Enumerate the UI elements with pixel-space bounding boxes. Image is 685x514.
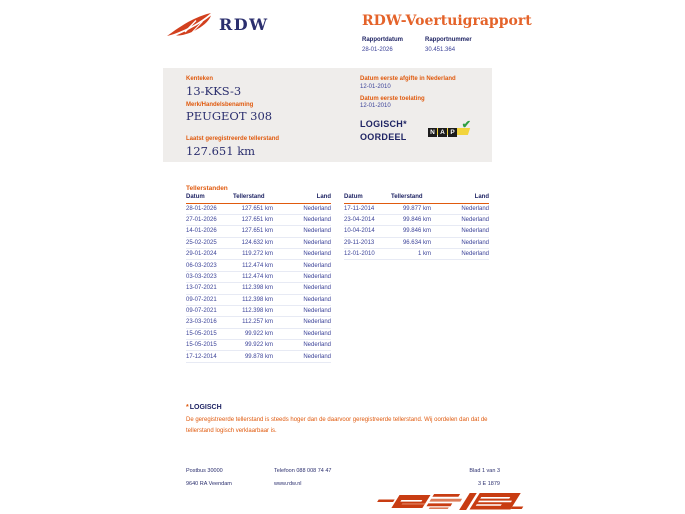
row-tellerstand: 127.651 km: [241, 205, 273, 212]
table-row: [186, 249, 331, 260]
laatste-tellerstand-label: Laatst geregistreerde tellerstand: [186, 136, 280, 142]
table-header-row: [344, 194, 489, 204]
table-row: [186, 351, 331, 362]
table-row: [186, 204, 331, 215]
row-datum: 17-11-2014: [344, 205, 375, 212]
row-datum: 03-03-2023: [186, 273, 217, 280]
row-datum: 17-12-2014: [186, 353, 217, 360]
row-tellerstand: 112.474 km: [242, 262, 273, 269]
row-land: Nederland: [303, 273, 331, 280]
footnote-text: De geregistreerde tellerstand is steeds hoger dan de daarvoor geregistreerde tellerstand. Wij oordelen dan dat de tellerstand logisch verklaarbaar is.: [186, 417, 488, 434]
row-land: Nederland: [461, 239, 489, 246]
kenteken-label: Kenteken: [186, 76, 214, 82]
table-body-right: [344, 204, 489, 261]
afgifte-value: 12-01-2010: [360, 83, 391, 90]
table-row: [186, 215, 331, 226]
row-land: Nederland: [303, 205, 331, 212]
nap-logo: [428, 121, 472, 138]
vehicle-info-left: [186, 76, 336, 162]
column-header-datum: Datum: [344, 194, 363, 200]
table-row: [186, 317, 331, 328]
row-land: Nederland: [303, 319, 331, 326]
row-tellerstand: 99.846 km: [402, 228, 431, 235]
row-land: Nederland: [303, 308, 331, 315]
row-datum: 27-01-2026: [186, 217, 217, 224]
row-land: Nederland: [303, 330, 331, 337]
row-tellerstand: 124.632 km: [241, 239, 273, 246]
row-land: Nederland: [303, 342, 331, 349]
footnote-asterisk: *: [186, 404, 189, 411]
footer-form-code: 3 E 1879: [477, 480, 500, 487]
rdw-logo-wordmark: RDW: [219, 15, 269, 34]
report-number-block: [425, 37, 488, 53]
nap-letter-n: N: [428, 128, 437, 137]
tellerstanden-table-right: [344, 194, 489, 363]
column-header-tellerstand: Tellerstand: [233, 194, 265, 200]
row-tellerstand: 99.846 km: [402, 217, 431, 224]
row-tellerstand: 127.651 km: [241, 217, 273, 224]
row-tellerstand: 112.398 km: [242, 285, 273, 292]
row-tellerstand: 112.474 km: [242, 273, 273, 280]
column-header-tellerstand: Tellerstand: [391, 194, 423, 200]
row-datum: 23-04-2014: [344, 217, 375, 224]
row-tellerstand: 112.257 km: [242, 319, 273, 326]
row-tellerstand: 99.878 km: [244, 353, 273, 360]
row-land: Nederland: [303, 285, 331, 292]
footer-page-number: Blad 1 van 3: [469, 468, 500, 474]
report-date-label: Rapportdatum: [362, 37, 403, 43]
laatste-tellerstand-value: 127.651 km: [186, 143, 256, 158]
row-land: Nederland: [303, 251, 331, 258]
row-tellerstand: 96.634 km: [402, 239, 431, 246]
table-row: [344, 238, 489, 249]
oordeel-line2: OORDEEL: [360, 132, 407, 142]
tellerstanden-table-left: [186, 194, 331, 363]
report-date-value: 28-01-2026: [362, 46, 393, 53]
row-datum: 09-07-2021: [186, 308, 217, 315]
rdw-eagle-icon: [166, 11, 212, 38]
row-datum: 13-07-2021: [186, 285, 217, 292]
tellerstanden-heading: Tellerstanden: [186, 185, 228, 192]
row-datum: 15-05-2015: [186, 342, 217, 349]
afgifte-label: Datum eerste afgifte in Nederland: [360, 76, 456, 82]
row-land: Nederland: [303, 353, 331, 360]
page-footer: [186, 468, 500, 493]
row-land: Nederland: [303, 228, 331, 235]
checkmark-icon: ✔: [461, 119, 471, 131]
oordeel-line1: LOGISCH*: [360, 119, 407, 129]
table-row: [344, 226, 489, 237]
footer-phone: Telefoon 088 008 74 47: [274, 468, 332, 474]
row-land: Nederland: [303, 262, 331, 269]
column-header-land: Land: [474, 194, 489, 200]
row-datum: 10-04-2014: [344, 228, 375, 235]
row-land: Nederland: [303, 239, 331, 246]
report-number-value: 30.451.364: [425, 46, 456, 53]
table-row: [186, 306, 331, 317]
table-row: [186, 238, 331, 249]
row-datum: 29-01-2024: [186, 251, 217, 258]
row-datum: 12-01-2010: [344, 251, 375, 258]
nap-letter-a: A: [438, 128, 447, 137]
page-title: RDW-Voertuigrapport: [362, 13, 532, 29]
toelating-value: 12-01-2010: [360, 103, 391, 109]
merk-label: Merk/Handelsbenaming: [186, 101, 254, 108]
nap-letter-p: P: [448, 128, 457, 137]
report-meta: [362, 37, 488, 53]
table-row: [344, 215, 489, 226]
footer-page-info: [430, 468, 500, 493]
table-row: [186, 260, 331, 271]
kenteken-value: 13-KKS-3: [186, 83, 242, 98]
row-tellerstand: 99.922 km: [244, 330, 273, 337]
table-row: [186, 295, 331, 306]
column-header-datum: Datum: [186, 194, 205, 200]
row-tellerstand: 127.651 km: [241, 228, 273, 235]
column-header-land: Land: [316, 194, 331, 200]
row-datum: 15-05-2015: [186, 330, 217, 337]
footer-address-line2: 9640 RA Veendam: [186, 480, 232, 487]
row-land: Nederland: [461, 251, 489, 258]
row-tellerstand: 112.398 km: [242, 308, 273, 315]
row-tellerstand: 119.272 km: [242, 251, 273, 258]
table-row: [186, 340, 331, 351]
report-date-block: [362, 37, 425, 53]
toelating-label: Datum eerste toelating: [360, 95, 425, 102]
vehicle-info-box: [163, 68, 492, 162]
rdw-logo: [166, 11, 269, 38]
table-body-left: [186, 204, 331, 363]
row-land: Nederland: [461, 205, 489, 212]
report-number-label: Rapportnummer: [425, 37, 472, 43]
row-land: Nederland: [303, 217, 331, 224]
row-tellerstand: 1 km: [417, 251, 431, 258]
row-tellerstand: 112.398 km: [242, 296, 273, 303]
table-row: [186, 272, 331, 283]
row-datum: 06-03-2023: [186, 262, 217, 269]
row-datum: 25-02-2025: [186, 239, 217, 246]
table-row: [186, 283, 331, 294]
row-datum: 28-01-2026: [186, 205, 217, 212]
tellerstanden-tables: [186, 194, 489, 363]
footer-address: [186, 468, 274, 493]
row-datum: 14-01-2026: [186, 228, 217, 235]
row-datum: 09-07-2021: [186, 296, 217, 303]
footer-contact: [274, 468, 430, 493]
row-tellerstand: 99.877 km: [402, 205, 431, 212]
merk-value: PEUGEOT 308: [186, 109, 273, 123]
row-datum: 23-03-2016: [186, 319, 217, 326]
row-land: Nederland: [461, 217, 489, 224]
row-tellerstand: 99.922 km: [244, 342, 273, 349]
table-header-row: [186, 194, 331, 204]
row-land: Nederland: [303, 296, 331, 303]
table-row: [344, 249, 489, 260]
footnote-title: [186, 404, 508, 411]
table-row: [186, 226, 331, 237]
row-land: Nederland: [461, 228, 489, 235]
table-row: [186, 329, 331, 340]
table-row: [344, 204, 489, 215]
footer-website: www.rdw.nl: [274, 480, 302, 487]
row-datum: 29-11-2013: [344, 239, 375, 246]
speed-stripes-graphic: [370, 491, 535, 514]
footer-address-line1: Postbus 30000: [186, 468, 223, 474]
footnote-title-text: LOGISCH: [189, 404, 222, 411]
logisch-footnote: [186, 404, 508, 436]
